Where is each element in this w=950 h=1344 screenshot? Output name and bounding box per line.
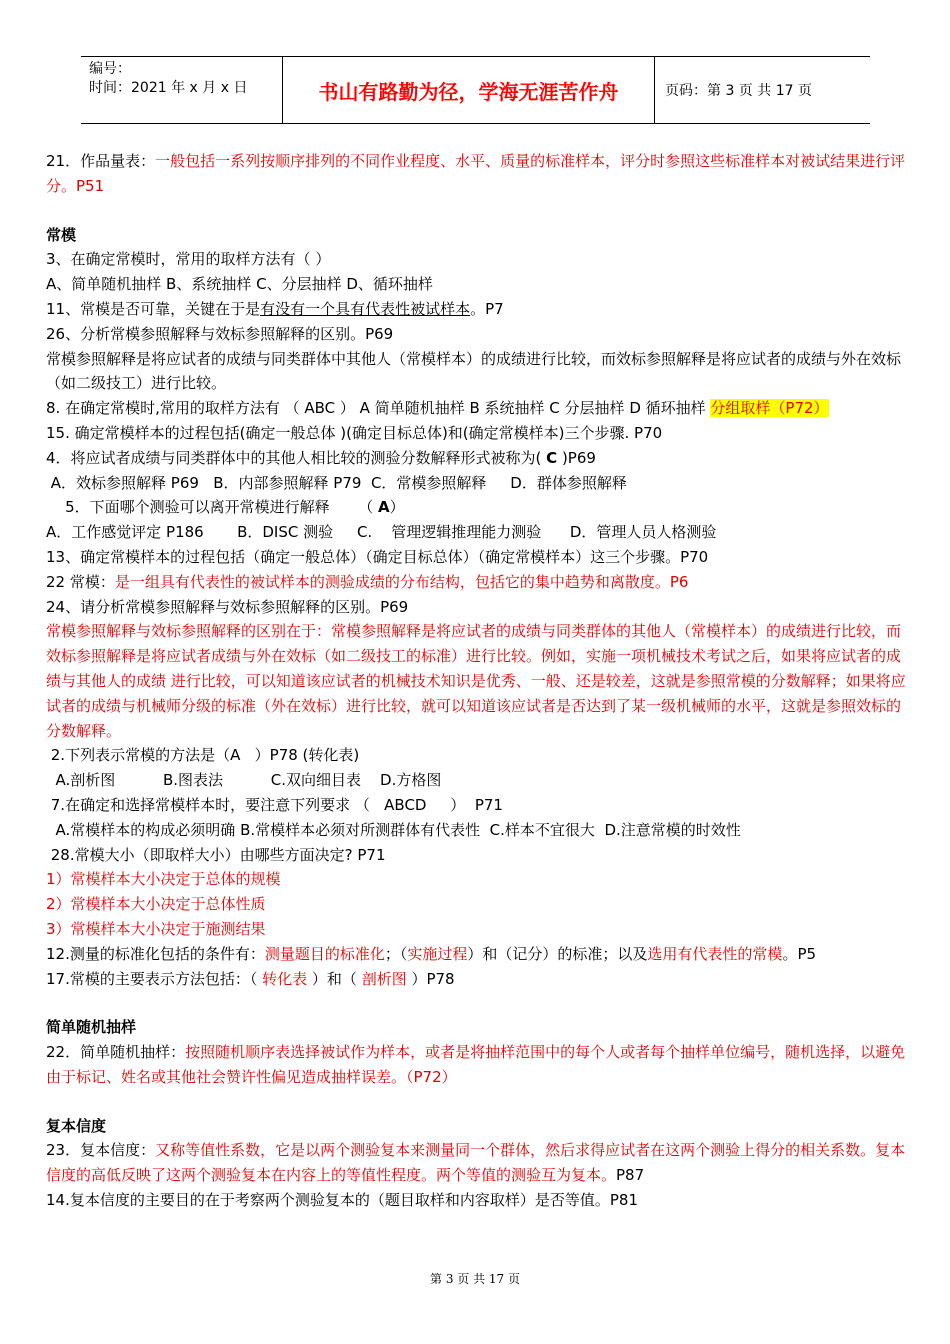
answer-letter: C <box>546 448 558 467</box>
paragraph <box>46 297 908 322</box>
paragraph: A.常模样本的构成必须明确 B.常模样本必须对所测群体有代表性 C.样本不宜很大 D.注意常模的时效性 <box>46 820 741 839</box>
answer-text: 测量题目的标准化 <box>264 944 385 963</box>
header-motto: 书山有路勤为径，学海无涯苦作舟 <box>283 57 655 123</box>
paragraph: A、简单随机抽样 B、系统抽样 C、分层抽样 D、循环抽样 <box>46 275 433 294</box>
paragraph: 常模参照解释与效标参照解释的区别在于：常模参照解释是将应试者的成绩与同类群体的其他人（常模样本）的成绩进行比较，而效标参照解释是将应试者成绩与外在效标（如二级技工的标准）进行比较。例如，实施一项机械技术考试之后，如果将应试者的成绩与其他人的成绩 进行比较，可以知道该应试者的机械技术知识是优秀、一般、还是较差，这就是参照常模的分数解释；如果将应试者的成绩与机械师分级的标准（外在效标）进行比较，就可以知道该应试者是否达到了某一级机械师的水平，这就是参照效标的分数解释。 <box>46 622 906 740</box>
doc-time: 时间：2021 年 x 月 x 日 <box>89 80 248 96</box>
text-run: ）P78 <box>406 969 455 988</box>
document-body <box>46 149 908 1213</box>
paragraph: 28.常模大小（即取样大小）由哪些方面决定? P71 <box>46 845 386 864</box>
page-header <box>81 56 870 124</box>
list-item: 3）常模样本大小决定于施测结果 <box>46 919 266 938</box>
paragraph <box>46 1138 908 1188</box>
answer-text: 剖析图 <box>361 969 407 988</box>
paragraph: 常模参照解释是将应试者的成绩与同类群体中其他人（常模样本）的成绩进行比较，而效标参照解释是将应试者的成绩与外在效标（如二级技工）进行比较。 <box>46 349 902 393</box>
answer-text: 实施过程 <box>407 944 468 963</box>
text-run: 。P5 <box>782 944 817 963</box>
answer-text: 又称等值性系数，它是以两个测验复本来测量同一个群体，然后求得应试者在这两个测验上得分的相关系数。复本信度的高低反映了这两个测验复本在内容上的等值性程度。两个等值的测验互为复本。 <box>46 1141 906 1185</box>
text-run: 17.常模的主要表示方法包括：（ <box>46 969 263 988</box>
highlighted-text: 分组取样（P72） <box>710 399 829 418</box>
paragraph: A．效标参照解释 P69 B．内部参照解释 P79 C．常模参照解释 D．群体参照解释 <box>46 473 627 492</box>
list-item: 2）常模样本大小决定于总体性质 <box>46 895 266 914</box>
text-run: ） <box>389 498 405 517</box>
section-heading: 常模 <box>46 225 77 244</box>
answer-text: 是一组具有代表性的被试样本的测验成绩的分布结构，包括它的集中趋势和离散度。P6 <box>114 572 689 591</box>
paragraph: 2.下列表示常模的方法是（A ）P78 (转化表) <box>46 746 360 765</box>
paragraph: 13、确定常模样本的过程包括（确定一般总体）（确定目标总体）（确定常模样本）这三个步骤。P70 <box>46 547 709 566</box>
paragraph: 15. 确定常模样本的过程包括(确定一般总体 )(确定目标总体)和(确定常模样本)三个步骤. P70 <box>46 423 663 442</box>
answer-text: 一般包括一系列按顺序排列的不同作业程度、水平、质量的标准样本，评分时参照这些标准样本对被试结果进行评分。P51 <box>46 152 906 195</box>
text-run: P87 <box>616 1166 645 1185</box>
paragraph: A.剖析图 B.图表法 C.双向细目表 D.方格图 <box>46 771 442 790</box>
section-heading: 简单随机抽样 <box>46 1018 137 1037</box>
paragraph: 24、请分析常模参照解释与效标参照解释的区别。P69 <box>46 597 409 616</box>
paragraph <box>46 396 908 421</box>
text-run: 8. 在确定常模时,常用的取样方法有 （ ABC ） A 简单随机抽样 B 系统抽样 C 分层抽样 D 循环抽样 <box>46 399 711 418</box>
paragraph: A．工作感觉评定 P186 B．DISC 测验 C. 管理逻辑推理能力测验 D．管理人员人格测验 <box>46 523 717 542</box>
page-footer: 第 3 页 共 17 页 <box>430 1272 520 1286</box>
paragraph <box>46 967 908 992</box>
paragraph <box>46 570 908 595</box>
paragraph: 14.复本信度的主要目的在于考察两个测验复本的（题目取样和内容取样）是否等值。P81 <box>46 1191 638 1210</box>
text-run: 11、常模是否可靠，关键在于是 <box>46 299 261 318</box>
doc-number-label: 编号： <box>89 61 131 77</box>
list-item: 1）常模样本大小决定于总体的规模 <box>46 870 281 889</box>
text-run: 。P7 <box>470 299 504 318</box>
paragraph: 3、在确定常模时，常用的取样方法有（ ） <box>46 250 331 269</box>
paragraph <box>46 446 908 471</box>
paragraph <box>46 942 908 967</box>
paragraph: 26、分析常模参照解释与效标参照解释的区别。P69 <box>46 324 394 343</box>
header-page-info: 页码：第 3 页 共 17 页 <box>665 83 812 99</box>
text-run: ；（ <box>384 944 408 963</box>
underlined-text: 有没有一个具有代表性被试样本 <box>260 299 471 318</box>
text-run: ）和（ <box>307 969 362 988</box>
question-label: 22．简单随机抽样： <box>46 1043 186 1062</box>
paragraph <box>46 1040 908 1090</box>
paragraph <box>46 495 908 520</box>
text-run: 12.测量的标准化包括的条件有： <box>46 944 265 963</box>
question-label: 21．作品量表： <box>46 152 156 170</box>
text-run: 4．将应试者成绩与同类群体中的其他人相比较的测验分数解释形式被称为( <box>46 448 547 467</box>
header-meta <box>81 57 283 123</box>
answer-text: 选用有代表性的常模 <box>647 944 783 963</box>
paragraph <box>46 149 908 199</box>
answer-letter: A <box>378 498 390 517</box>
answer-text: 按照随机顺序表选择被试作为样本，或者是将抽样范围中的每个人或者每个抽样单位编号，随机选择，以避免由于标记、姓名或其他社会赞许性偏见造成抽样误差。（P72） <box>46 1043 906 1086</box>
text-run: )P69 <box>557 448 596 467</box>
question-label: 22 常模： <box>46 572 115 591</box>
question-label: 23．复本信度： <box>46 1141 156 1160</box>
paragraph: 7.在确定和选择常模样本时，要注意下列要求 （ ABCD ） P71 <box>46 795 503 814</box>
answer-text: 转化表 <box>262 969 308 988</box>
text-run: 5．下面哪个测验可以离开常模进行解释 （ <box>46 498 378 517</box>
text-run: ）和（记分）的标准；以及 <box>467 944 648 963</box>
section-heading: 复本信度 <box>46 1116 107 1135</box>
